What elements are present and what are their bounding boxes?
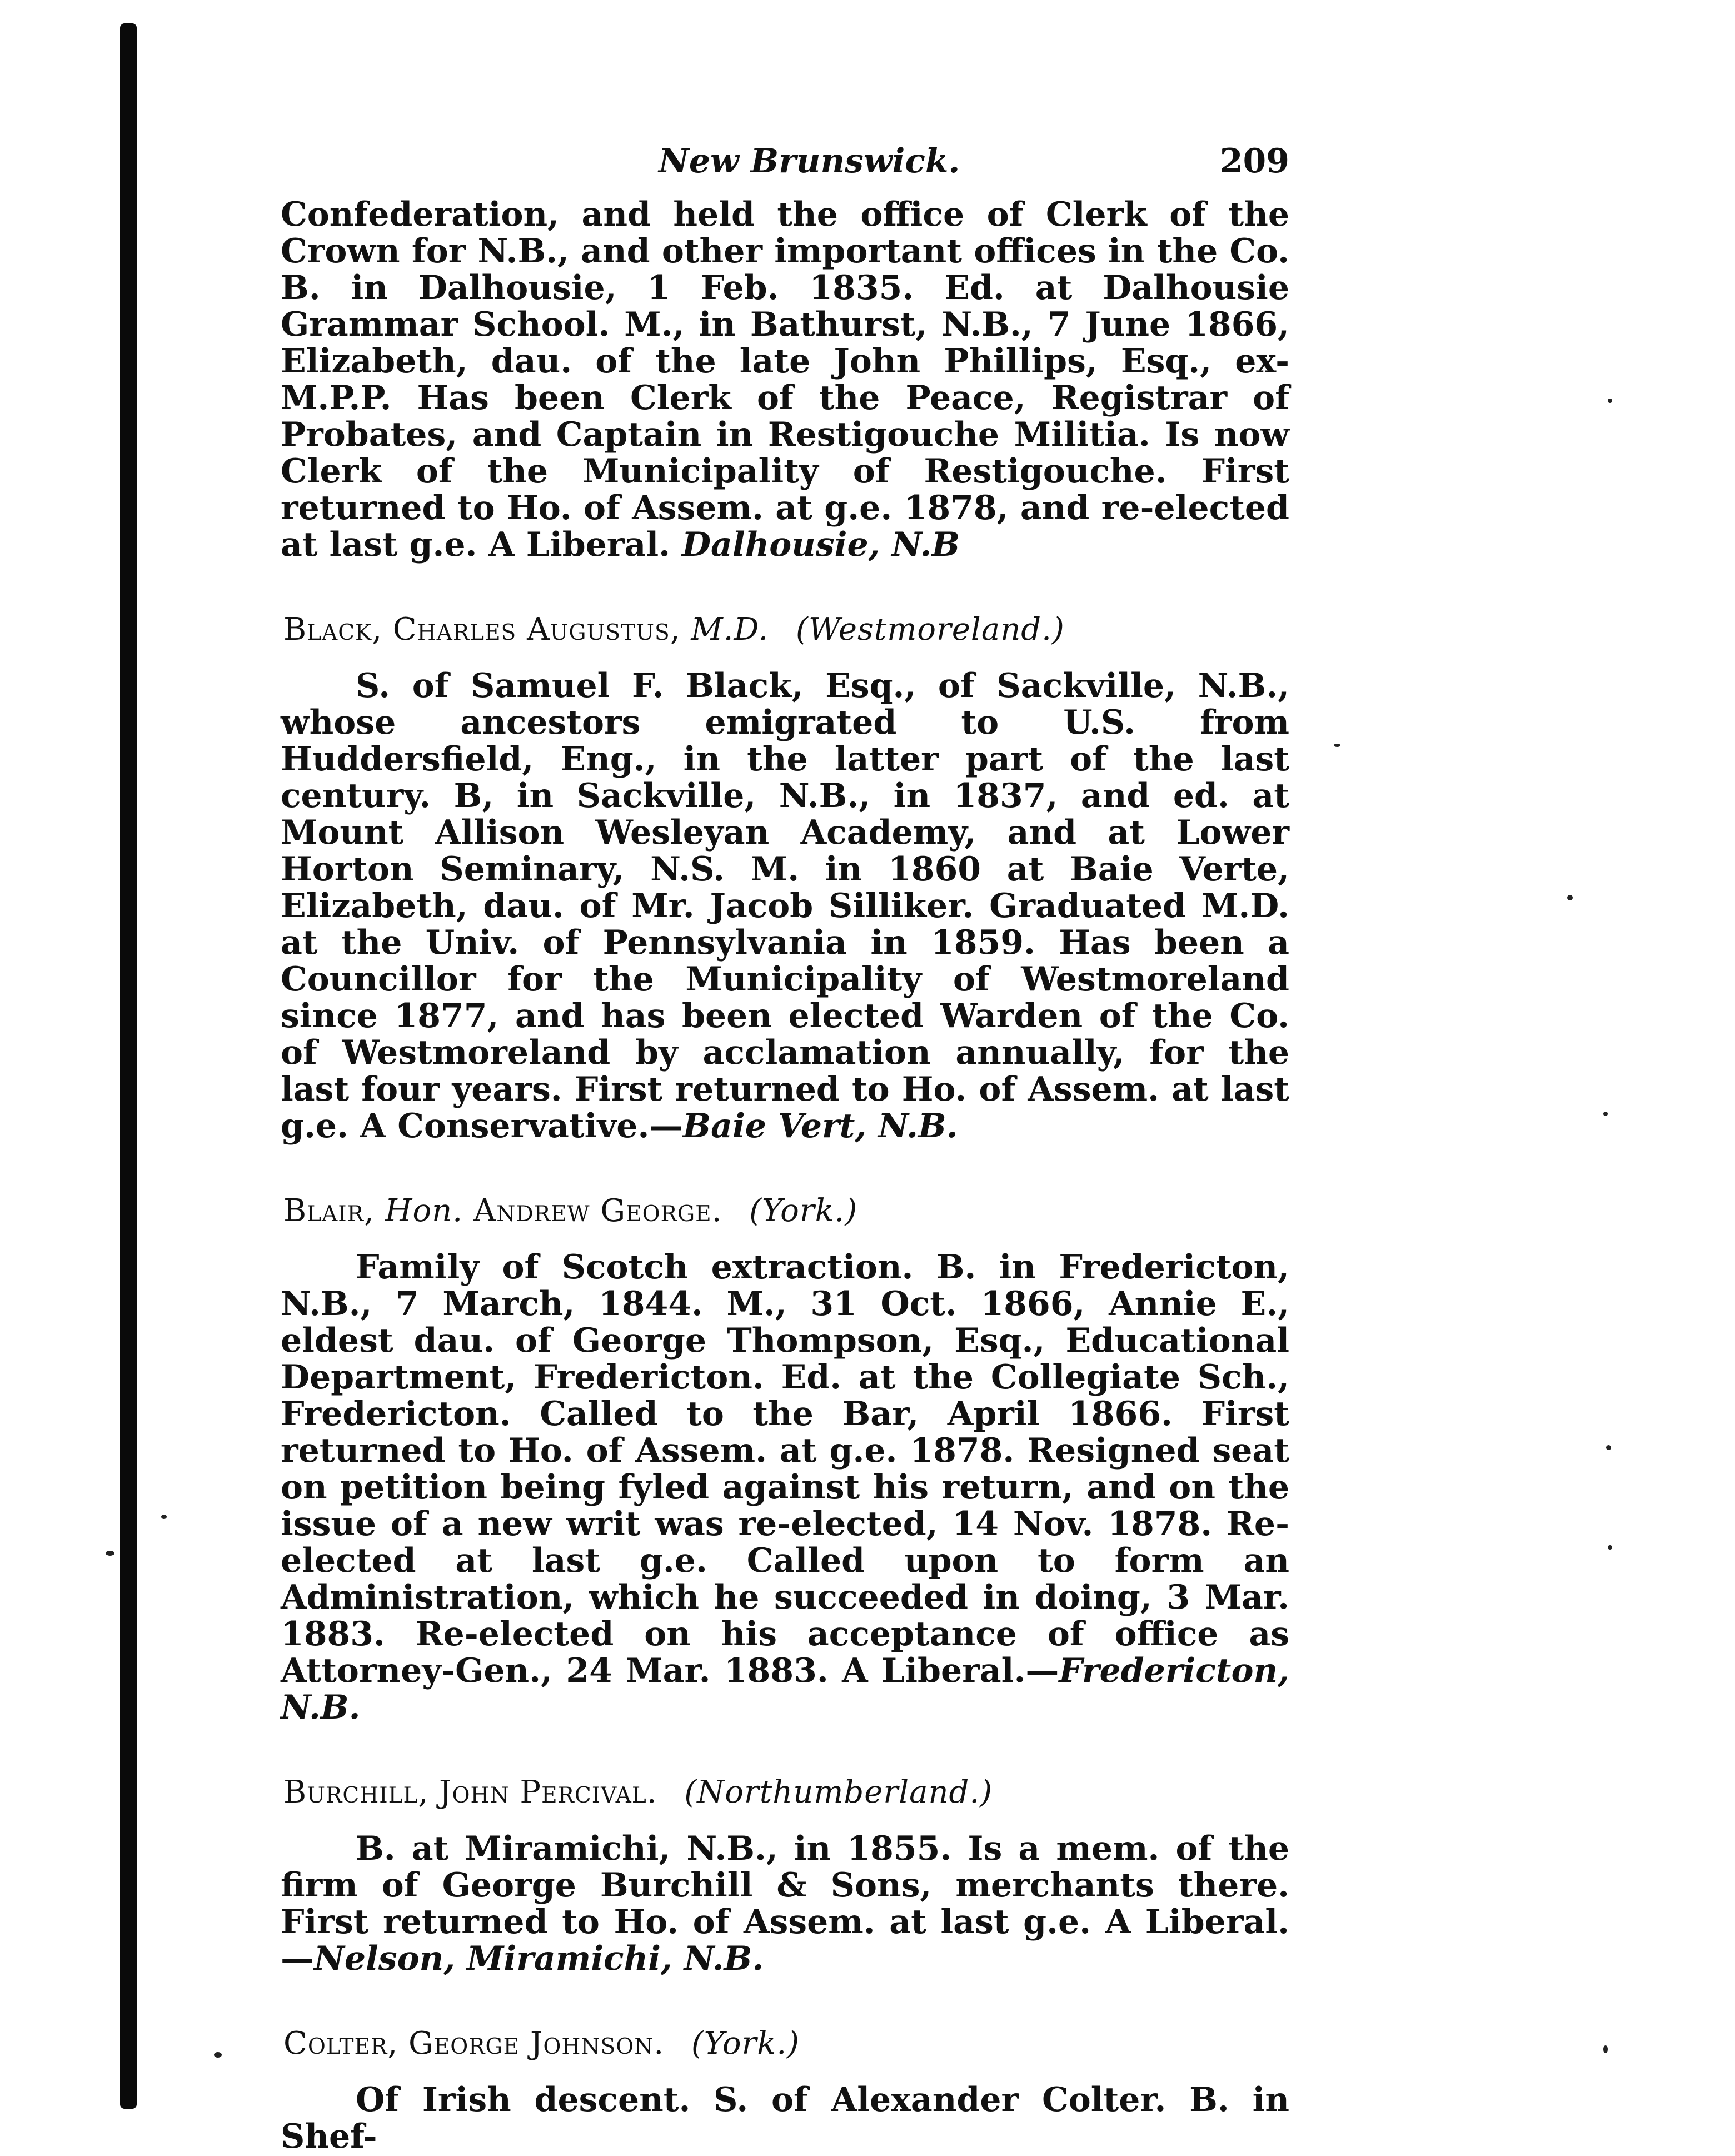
margin-speck xyxy=(106,1551,114,1556)
entry-black xyxy=(281,609,1289,1144)
entry-honorific: Hon. xyxy=(385,1193,463,1229)
entry-name: Burchill, John Percival. xyxy=(283,1774,657,1810)
margin-speck xyxy=(1567,895,1573,900)
entry-body-text: Family of Scotch extraction. B. in Fredericton, N.B., 7 March, 1844. M., 31 Oct. 1866, Annie E., eldest dau. of George Thompson, Esq., Educational Department, Fredericton. Ed. at the Collegiate Sch., Fredericton. Called to the Bar, April 1866. First returned to Ho. of Assem. at g.e. 1878. Resigned seat on petition being fyled against his return, and on the issue of a new writ was re-elected, 14 Nov. 1878. Re-elected at last g.e. Called upon to form an Administration, which he succeeded in doing, 3 Mar. 1883. Re-elected on his acceptance of office as Attorney-Gen., 24 Mar. 1883. A Liberal.— xyxy=(281,1248,1289,1690)
entry-heading xyxy=(281,609,1289,651)
book-page xyxy=(281,142,1289,2156)
entry-body xyxy=(281,668,1289,1144)
entry-riding: (Northumberland.) xyxy=(684,1774,993,1810)
entry-name-rest: Andrew George. xyxy=(473,1193,722,1229)
entry-body-text: B. at Miramichi, N.B., in 1855. Is a mem. of the firm of George Burchill & Sons, merchants there. First returned to Ho. of Assem. at last g.e. A Liberal.— xyxy=(281,1829,1289,1978)
margin-speck xyxy=(1608,1545,1612,1550)
continuation-text: Confederation, and held the office of Clerk of the Crown for N.B., and other important offices in the Co. B. in Dalhousie, 1 Feb. 1835. Ed. at Dalhousie Grammar School. M., in Bathurst, N.B., 7 June 1866, Elizabeth, dau. of the late John Phillips, Esq., ex-M.P.P. Has been Clerk of the Peace, Registrar of Probates, and Captain in Restigouche Militia. Is now Clerk of the Municipality of Restigouche. First returned to Ho. of Assem. at g.e. 1878, and re-elected at last g.e. A Liberal. xyxy=(281,195,1289,564)
page-binding-edge xyxy=(120,23,137,2109)
entry-heading xyxy=(281,2023,1289,2065)
margin-speck xyxy=(1608,399,1612,403)
running-head-title: New Brunswick. xyxy=(659,142,960,181)
entry-name: Blair, xyxy=(283,1193,375,1229)
page-number: 209 xyxy=(1219,142,1289,181)
entry-name: Black, Charles Augustus, xyxy=(283,611,681,648)
entry-name: Colter, George Johnson. xyxy=(283,2025,665,2062)
entry-blair xyxy=(281,1190,1289,1726)
entry-body-text: S. of Samuel F. Black, Esq., of Sackville, N.B., whose ancestors emigrated to U.S. from Huddersfield, Eng., in the latter part of the last century. B, in Sackville, N.B., in 1837, and ed. at Mount Allison Wesleyan Academy, and at Lower Horton Seminary, N.S. M. in 1860 at Baie Verte, Elizabeth, dau. of Mr. Jacob Silliker. Graduated M.D. at the Univ. of Pennsylvania in 1859. Has been a Councillor for the Municipality of Westmoreland since 1877, and has been elected Warden of the Co. of Westmoreland by acclamation annually, for the last four years. First returned to Ho. of Assem. at last g.e. A Conservative.— xyxy=(281,666,1289,1146)
entry-body xyxy=(281,1830,1289,1977)
entry-riding: (York.) xyxy=(691,2025,800,2062)
entry-colter xyxy=(281,2023,1289,2155)
entry-heading xyxy=(281,1771,1289,1814)
entry-place: Baie Vert, N.B. xyxy=(682,1107,958,1146)
entry-body xyxy=(281,1249,1289,1726)
entry-riding: (York.) xyxy=(749,1193,858,1229)
entry-body xyxy=(281,2082,1289,2155)
margin-speck xyxy=(1603,2045,1608,2053)
continuation-place: Dalhousie, N.B xyxy=(681,525,960,564)
margin-speck xyxy=(1606,1445,1611,1450)
entry-place: Nelson, Miramichi, N.B. xyxy=(314,1939,764,1978)
margin-speck xyxy=(1334,744,1340,747)
entry-place: Fredericton, N.B. xyxy=(281,1651,1289,1727)
entry-title: M.D. xyxy=(691,611,769,648)
continuation-paragraph xyxy=(281,196,1289,563)
entry-body-text: Of Irish descent. S. of Alexander Colter. B. in Shef- xyxy=(281,2080,1289,2156)
running-head xyxy=(281,142,1289,193)
margin-speck xyxy=(214,2052,222,2058)
entry-heading xyxy=(281,1190,1289,1232)
margin-speck xyxy=(161,1515,167,1519)
entry-riding: (Westmoreland.) xyxy=(795,611,1065,648)
entry-burchill xyxy=(281,1771,1289,1977)
margin-speck xyxy=(1603,1112,1608,1116)
